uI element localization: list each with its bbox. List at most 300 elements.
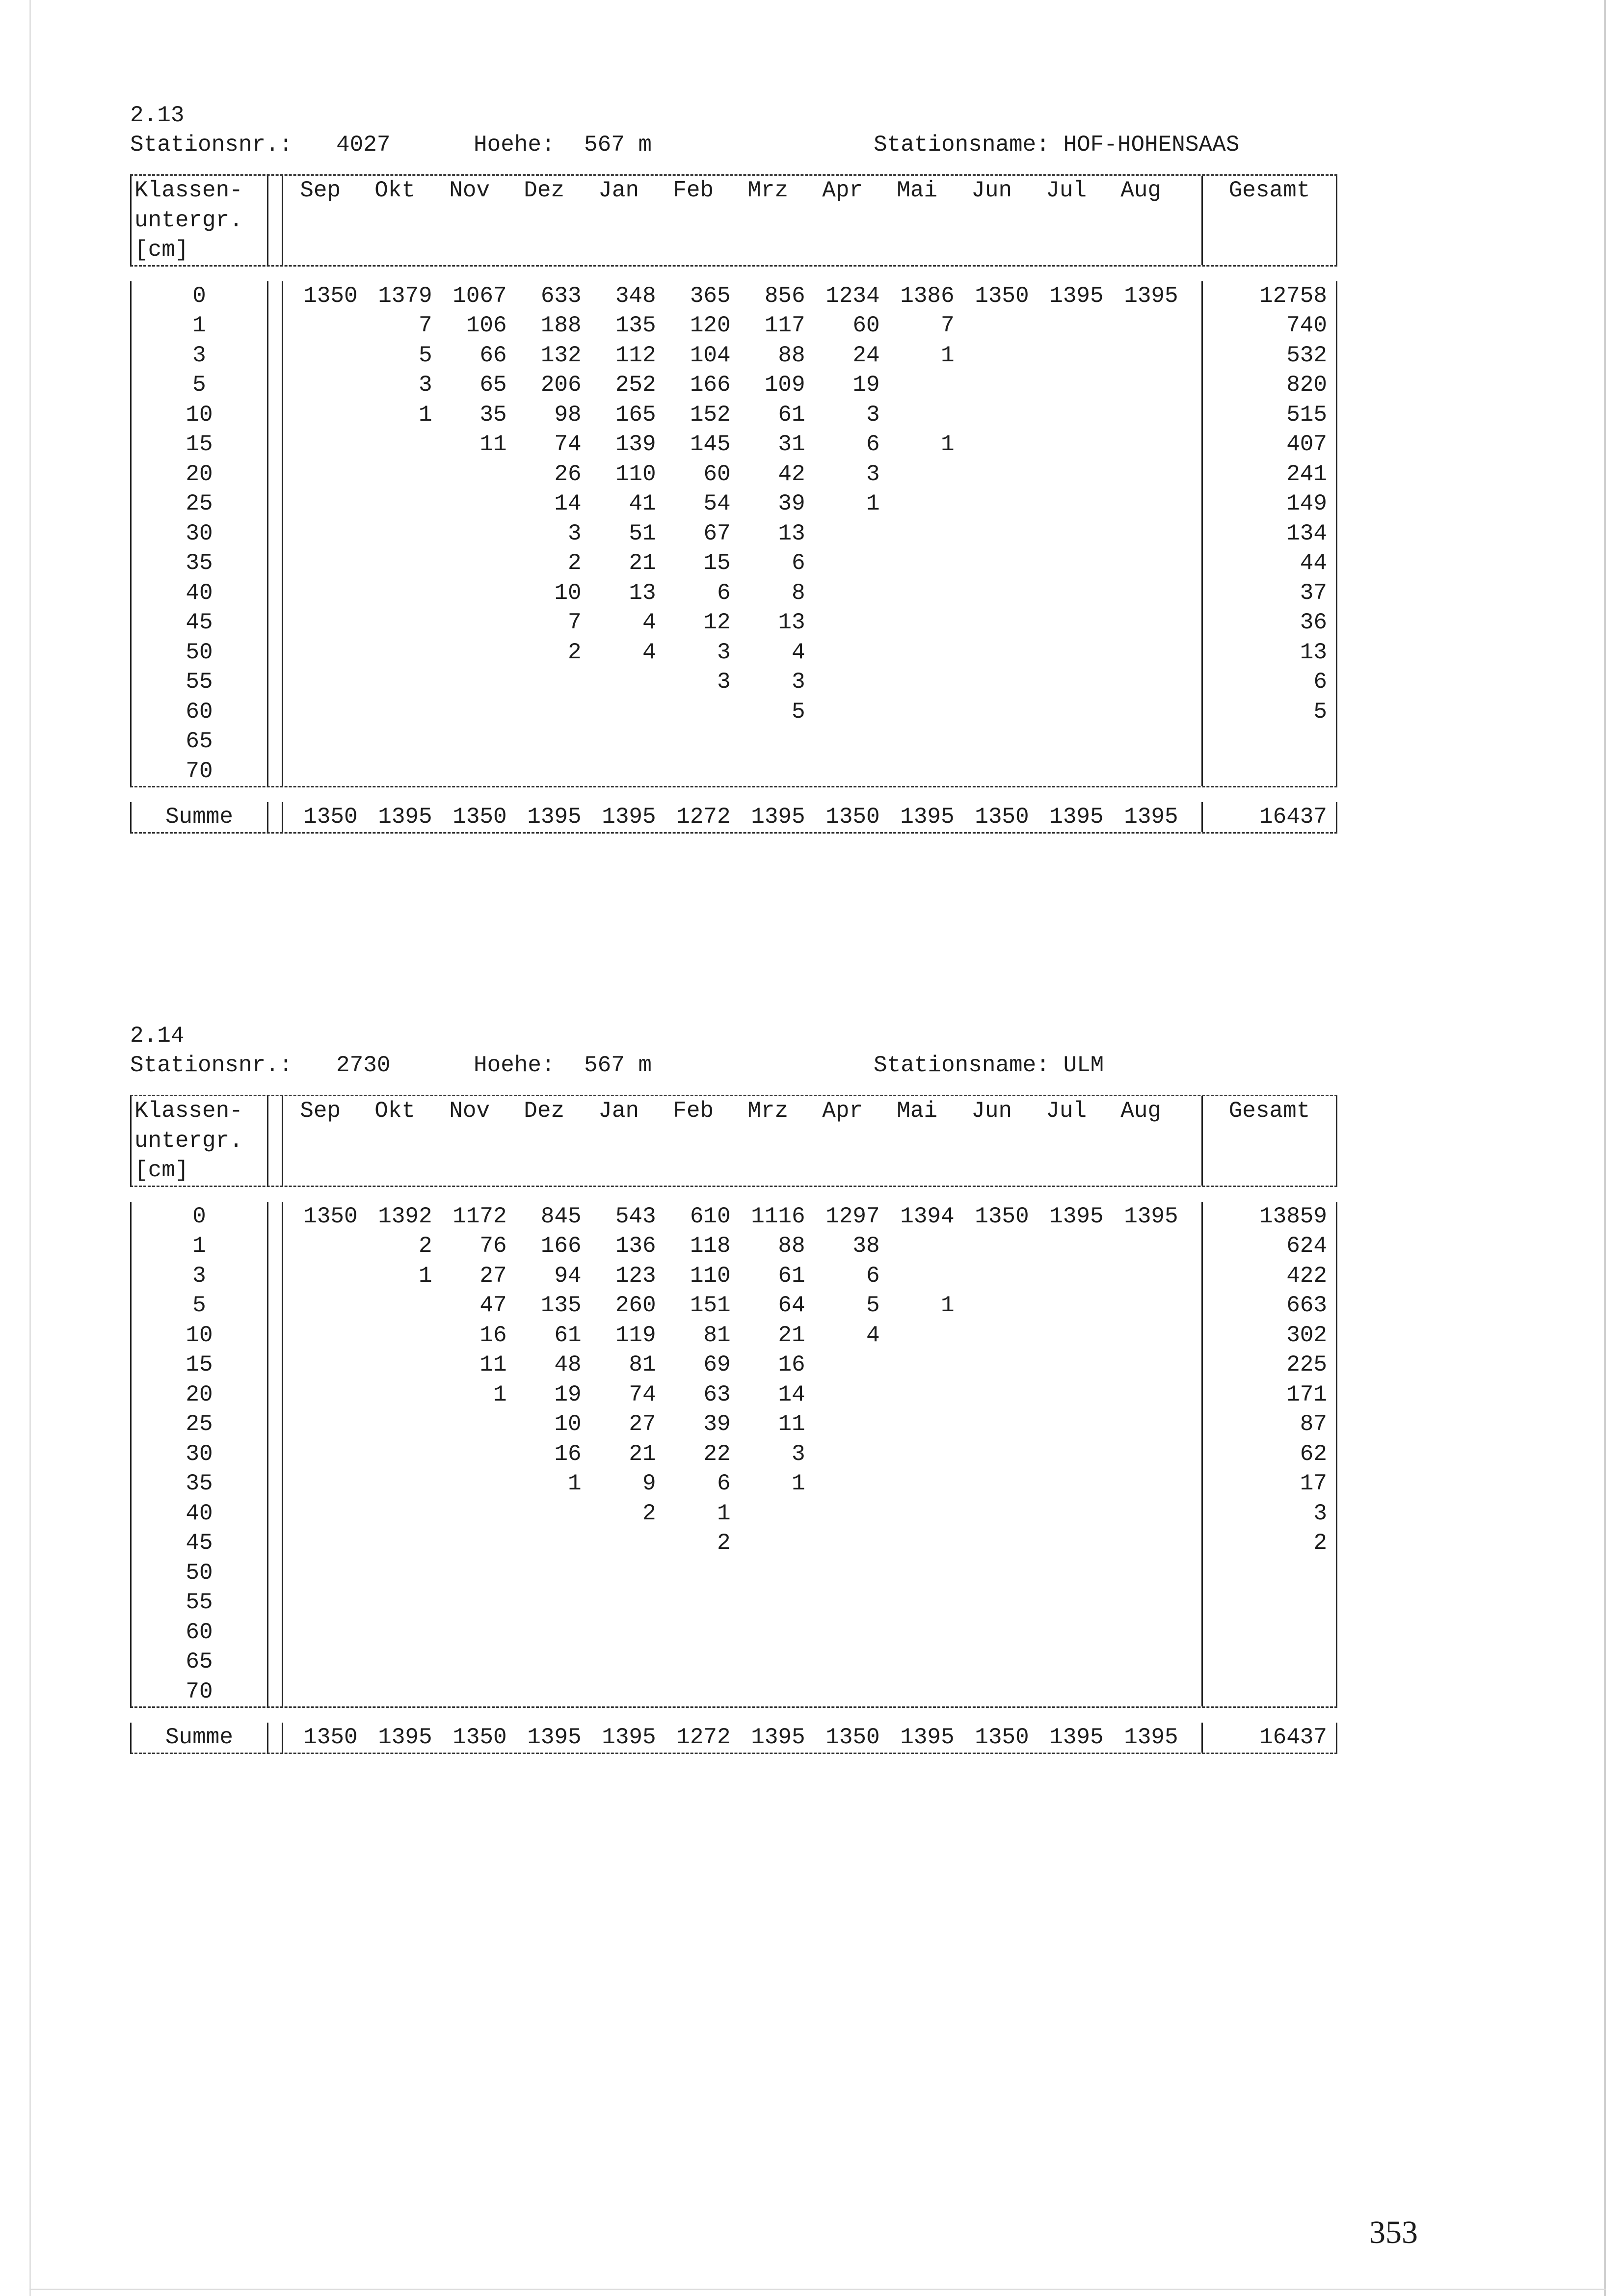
value-cell [1104, 430, 1178, 459]
value-cell: 66 [479, 342, 507, 368]
value-cell [1104, 1439, 1178, 1469]
value-cell [731, 1677, 805, 1707]
value-cell: 6 [866, 1263, 880, 1289]
table-row [130, 281, 1337, 311]
column-gap [1188, 341, 1203, 371]
class-cell: 25 [130, 1409, 268, 1439]
table-row [130, 1409, 1337, 1439]
scan-edge-left [29, 0, 31, 2296]
month-cells [283, 1647, 1188, 1677]
table-row [130, 370, 1337, 400]
value-cell: 610 [690, 1203, 731, 1229]
value-cell [358, 1409, 432, 1439]
total-cell: 407 [1203, 430, 1337, 459]
value-cell: 5 [419, 342, 432, 368]
value-cell [432, 1588, 507, 1618]
value-cell [1029, 489, 1104, 519]
month-cells [283, 1558, 1188, 1588]
value-cell [805, 578, 880, 608]
value-cell [358, 638, 432, 668]
table-row [130, 400, 1337, 430]
month-header-jul: Jul [1046, 178, 1087, 203]
sum-value-cell: 1350 [825, 804, 880, 830]
column-gap [268, 1588, 283, 1618]
blank-cell [880, 206, 955, 236]
value-cell [283, 1558, 358, 1588]
value-cell [880, 1528, 955, 1558]
value-cell [283, 667, 358, 697]
value-cell [358, 1469, 432, 1499]
column-gap [268, 1469, 283, 1499]
blank-cell [283, 1126, 358, 1156]
column-gap [268, 1350, 283, 1380]
blank-cell [507, 206, 582, 236]
value-cell: 1 [866, 491, 880, 516]
month-cells [283, 697, 1188, 727]
value-cell [283, 756, 358, 786]
value-cell: 21 [629, 1441, 656, 1467]
blank-cell [731, 1156, 805, 1186]
scan-edge-bottom [29, 2289, 1606, 2290]
value-cell: 1234 [825, 283, 880, 309]
value-cell [283, 548, 358, 578]
total-cell: 134 [1203, 519, 1337, 549]
value-cell [805, 638, 880, 668]
column-gap [1188, 1677, 1203, 1707]
blank-cell [955, 1156, 1029, 1186]
month-header-apr: Apr [822, 178, 863, 203]
month-header-dez: Dez [524, 1098, 565, 1124]
total-cell [1203, 1677, 1337, 1707]
class-header-cell: Klassen- [130, 1096, 268, 1126]
value-cell [955, 1677, 1029, 1707]
blank-cell [1029, 235, 1104, 265]
value-cell: 1350 [975, 283, 1029, 309]
month-header-jan: Jan [598, 1098, 639, 1124]
sum-value-cell: 1395 [527, 804, 582, 830]
value-cell [805, 1618, 880, 1648]
sum-value-cell: 1395 [378, 804, 432, 830]
column-gap [268, 802, 283, 832]
value-cell [358, 608, 432, 638]
value-cell [283, 1350, 358, 1380]
blank-cell [731, 206, 805, 236]
value-cell [358, 697, 432, 727]
value-cell [656, 1647, 731, 1677]
column-gap [268, 1647, 283, 1677]
value-cell [358, 667, 432, 697]
value-cell [358, 1380, 432, 1410]
dashed-rule [130, 832, 1337, 834]
table-row [130, 638, 1337, 668]
blank-cell [880, 235, 955, 265]
column-gap [1188, 235, 1203, 265]
value-cell [283, 1677, 358, 1707]
column-gap [268, 459, 283, 489]
value-cell [955, 1231, 1029, 1261]
value-cell: 260 [615, 1293, 656, 1318]
blank-cell [358, 206, 432, 236]
value-cell [283, 311, 358, 341]
value-cell [1104, 727, 1178, 756]
sum-value-cell: 1350 [975, 804, 1029, 830]
value-cell: 42 [778, 461, 805, 487]
value-cell [1029, 638, 1104, 668]
total-cell: 624 [1203, 1231, 1337, 1261]
column-gap [268, 1528, 283, 1558]
value-cell [955, 667, 1029, 697]
value-cell [805, 697, 880, 727]
column-gap [268, 608, 283, 638]
value-cell: 3 [717, 639, 731, 665]
value-cell [656, 1618, 731, 1648]
month-cells [283, 1096, 1189, 1126]
column-gap [268, 1202, 283, 1232]
value-cell [731, 727, 805, 756]
value-cell [1029, 370, 1104, 400]
blank-cell [656, 235, 731, 265]
month-header-sep: Sep [300, 1098, 341, 1124]
value-cell [507, 727, 582, 756]
table-row [130, 341, 1337, 371]
blank-cell [358, 1126, 432, 1156]
value-cell: 1386 [900, 283, 955, 309]
value-cell [880, 727, 955, 756]
month-header-mrz: Mrz [747, 1098, 789, 1124]
station-no-label: Stationsnr.: [130, 1053, 293, 1078]
column-gap [268, 1156, 283, 1186]
value-cell [880, 697, 955, 727]
value-cell [1104, 1677, 1178, 1707]
blank-cell [1104, 1126, 1178, 1156]
table-row [130, 1499, 1337, 1529]
class-cell: 45 [130, 608, 268, 638]
value-cell [955, 608, 1029, 638]
sum-label: Summe [130, 802, 268, 832]
sum-value-cell: 1395 [1124, 804, 1178, 830]
value-cell [1029, 697, 1104, 727]
blank-cell [283, 1156, 358, 1186]
month-cells [283, 235, 1189, 265]
total-cell: 2 [1203, 1528, 1337, 1558]
blank-cell [507, 1156, 582, 1186]
value-cell [432, 1618, 507, 1648]
month-cells [283, 1723, 1188, 1753]
total-cell [1203, 1647, 1337, 1677]
value-cell [1104, 667, 1178, 697]
value-cell [1104, 1558, 1178, 1588]
class-cell: 65 [130, 1647, 268, 1677]
height-value: 567 m [584, 1053, 652, 1078]
value-cell: 7 [941, 313, 955, 338]
value-cell [1029, 608, 1104, 638]
value-cell: 1172 [452, 1203, 507, 1229]
value-cell: 3 [866, 402, 880, 428]
class-cell: 15 [130, 1350, 268, 1380]
value-cell [880, 370, 955, 400]
column-gap [1188, 1350, 1203, 1380]
value-cell [731, 1528, 805, 1558]
month-cells [283, 1469, 1188, 1499]
class-cell: 50 [130, 638, 268, 668]
value-cell [955, 548, 1029, 578]
total-cell: 37 [1203, 578, 1337, 608]
table-header-row [130, 176, 1337, 206]
total-cell: 663 [1203, 1291, 1337, 1321]
value-cell: 26 [554, 461, 582, 487]
value-cell [955, 1321, 1029, 1351]
value-cell: 166 [690, 372, 731, 398]
month-cells [283, 608, 1188, 638]
class-header-cell: untergr. [130, 1126, 268, 1156]
value-cell [507, 1647, 582, 1677]
column-gap [1188, 1528, 1203, 1558]
total-cell: 171 [1203, 1380, 1337, 1410]
value-cell [955, 727, 1029, 756]
value-cell: 6 [717, 580, 731, 606]
blank-cell [656, 1126, 731, 1156]
value-cell [283, 638, 358, 668]
value-cell [582, 1558, 656, 1588]
month-header-mai: Mai [897, 178, 938, 203]
column-gap [1188, 756, 1203, 786]
value-cell: 109 [764, 372, 805, 398]
value-cell [1029, 1647, 1104, 1677]
value-cell [1029, 311, 1104, 341]
total-cell: 6 [1203, 667, 1337, 697]
value-cell: 145 [690, 432, 731, 457]
sum-value-cell: 1350 [825, 1725, 880, 1750]
value-cell [432, 578, 507, 608]
value-cell [1029, 1528, 1104, 1558]
value-cell [283, 697, 358, 727]
month-cells [283, 176, 1189, 206]
value-cell: 1395 [1049, 1203, 1104, 1229]
value-cell: 3 [717, 669, 731, 695]
blank-cell [1029, 1126, 1104, 1156]
column-gap [1188, 667, 1203, 697]
value-cell [283, 1291, 358, 1321]
column-gap [1188, 1618, 1203, 1648]
value-cell [1104, 1618, 1178, 1648]
value-cell: 76 [479, 1233, 507, 1259]
value-cell: 3 [792, 1441, 805, 1467]
value-cell [358, 1350, 432, 1380]
sum-value-cell: 1395 [602, 1725, 656, 1750]
value-cell [880, 489, 955, 519]
value-cell [880, 1677, 955, 1707]
blank-cell [582, 235, 656, 265]
value-cell [880, 756, 955, 786]
value-cell [432, 519, 507, 549]
value-cell [656, 1677, 731, 1707]
table-row [130, 608, 1337, 638]
month-cells [283, 459, 1188, 489]
value-cell: 27 [629, 1411, 656, 1437]
height-value: 567 m [584, 132, 652, 158]
value-cell [1104, 1321, 1178, 1351]
value-cell [805, 608, 880, 638]
column-gap [268, 176, 283, 206]
value-cell [283, 578, 358, 608]
class-cell: 0 [130, 281, 268, 311]
station-table-section [130, 101, 1337, 834]
value-cell [731, 1499, 805, 1529]
value-cell [507, 756, 582, 786]
section-number: 2.13 [130, 103, 185, 128]
value-cell: 21 [629, 550, 656, 576]
value-cell [432, 608, 507, 638]
value-cell: 8 [792, 580, 805, 606]
value-cell [880, 1469, 955, 1499]
value-cell: 98 [554, 402, 582, 428]
value-cell: 4 [642, 639, 656, 665]
value-cell [1029, 400, 1104, 430]
sum-label: Summe [130, 1723, 268, 1753]
value-cell [731, 1588, 805, 1618]
value-cell: 110 [615, 461, 656, 487]
value-cell: 6 [866, 432, 880, 457]
value-cell [1104, 1291, 1178, 1321]
value-cell: 13 [778, 520, 805, 546]
total-cell: 149 [1203, 489, 1337, 519]
column-gap [268, 638, 283, 668]
table-row [130, 1321, 1337, 1351]
column-gap [1188, 578, 1203, 608]
value-cell [582, 727, 656, 756]
blank-cell [432, 1126, 507, 1156]
value-cell: 188 [540, 313, 582, 338]
value-cell [805, 519, 880, 549]
total-cell: 422 [1203, 1261, 1337, 1291]
column-gap [1188, 1588, 1203, 1618]
value-cell [283, 1618, 358, 1648]
class-cell: 1 [130, 311, 268, 341]
value-cell [1104, 489, 1178, 519]
column-gap [1188, 370, 1203, 400]
value-cell: 3 [419, 372, 432, 398]
value-cell: 152 [690, 402, 731, 428]
class-cell: 35 [130, 1469, 268, 1499]
column-gap [268, 1618, 283, 1648]
total-cell: 44 [1203, 548, 1337, 578]
table-row [130, 1350, 1337, 1380]
value-cell [955, 459, 1029, 489]
column-gap [268, 1558, 283, 1588]
blank-cell [656, 1156, 731, 1186]
column-gap [268, 1380, 283, 1410]
month-cells [283, 1126, 1189, 1156]
value-cell: 11 [479, 1352, 507, 1378]
value-cell [432, 1499, 507, 1529]
table-row [130, 667, 1337, 697]
value-cell [955, 1380, 1029, 1410]
class-cell: 10 [130, 400, 268, 430]
total-header-cell [1203, 235, 1337, 265]
class-cell: 35 [130, 548, 268, 578]
value-cell [805, 756, 880, 786]
value-cell [880, 638, 955, 668]
section-number: 2.14 [130, 1023, 185, 1049]
value-cell [1029, 1439, 1104, 1469]
value-cell [507, 1528, 582, 1558]
month-cells [283, 311, 1188, 341]
value-cell [582, 756, 656, 786]
value-cell: 2 [568, 639, 582, 665]
value-cell [283, 430, 358, 459]
month-cells [283, 1528, 1188, 1558]
column-gap [1188, 1231, 1203, 1261]
column-gap [1188, 400, 1203, 430]
value-cell: 39 [703, 1411, 731, 1437]
value-cell: 1067 [452, 283, 507, 309]
scan-edge-right [1604, 0, 1606, 2296]
class-cell: 3 [130, 1261, 268, 1291]
value-cell [507, 1677, 582, 1707]
value-cell [582, 1588, 656, 1618]
station-meta-line [130, 130, 1337, 160]
total-cell: 62 [1203, 1439, 1337, 1469]
table-header-row [130, 206, 1337, 236]
column-gap [268, 281, 283, 311]
value-cell: 47 [479, 1293, 507, 1318]
value-cell: 2 [717, 1530, 731, 1556]
value-cell [1104, 400, 1178, 430]
value-cell: 5 [866, 1293, 880, 1318]
value-cell [805, 727, 880, 756]
blank-cell [731, 1126, 805, 1156]
total-cell: 13 [1203, 638, 1337, 668]
class-cell: 40 [130, 1499, 268, 1529]
sum-value-cell: 1395 [751, 1725, 805, 1750]
value-cell: 88 [778, 342, 805, 368]
blank-cell [1104, 206, 1178, 236]
blank-cell [358, 235, 432, 265]
value-cell: 3 [792, 669, 805, 695]
value-cell [582, 1677, 656, 1707]
value-cell: 94 [554, 1263, 582, 1289]
value-cell: 69 [703, 1352, 731, 1378]
value-cell: 22 [703, 1441, 731, 1467]
sum-row [130, 1723, 1337, 1753]
blank-cell [432, 206, 507, 236]
value-cell [1104, 1261, 1178, 1291]
column-gap [1188, 1499, 1203, 1529]
value-cell [432, 756, 507, 786]
sum-value-cell: 1395 [602, 804, 656, 830]
table-row [130, 1647, 1337, 1677]
value-cell [805, 1588, 880, 1618]
value-cell: 24 [852, 342, 880, 368]
value-cell [283, 608, 358, 638]
month-header-jun: Jun [971, 1098, 1012, 1124]
value-cell [731, 1558, 805, 1588]
value-cell [283, 1588, 358, 1618]
class-cell: 5 [130, 370, 268, 400]
table-row [130, 1558, 1337, 1588]
value-cell: 10 [554, 580, 582, 606]
value-cell [358, 1291, 432, 1321]
month-cells [283, 1380, 1188, 1410]
column-gap [1188, 638, 1203, 668]
column-gap [1188, 176, 1203, 206]
month-header-feb: Feb [673, 178, 714, 203]
total-cell: 36 [1203, 608, 1337, 638]
column-gap [268, 235, 283, 265]
value-cell: 1395 [1124, 1203, 1178, 1229]
value-cell [432, 667, 507, 697]
value-cell [880, 1618, 955, 1648]
